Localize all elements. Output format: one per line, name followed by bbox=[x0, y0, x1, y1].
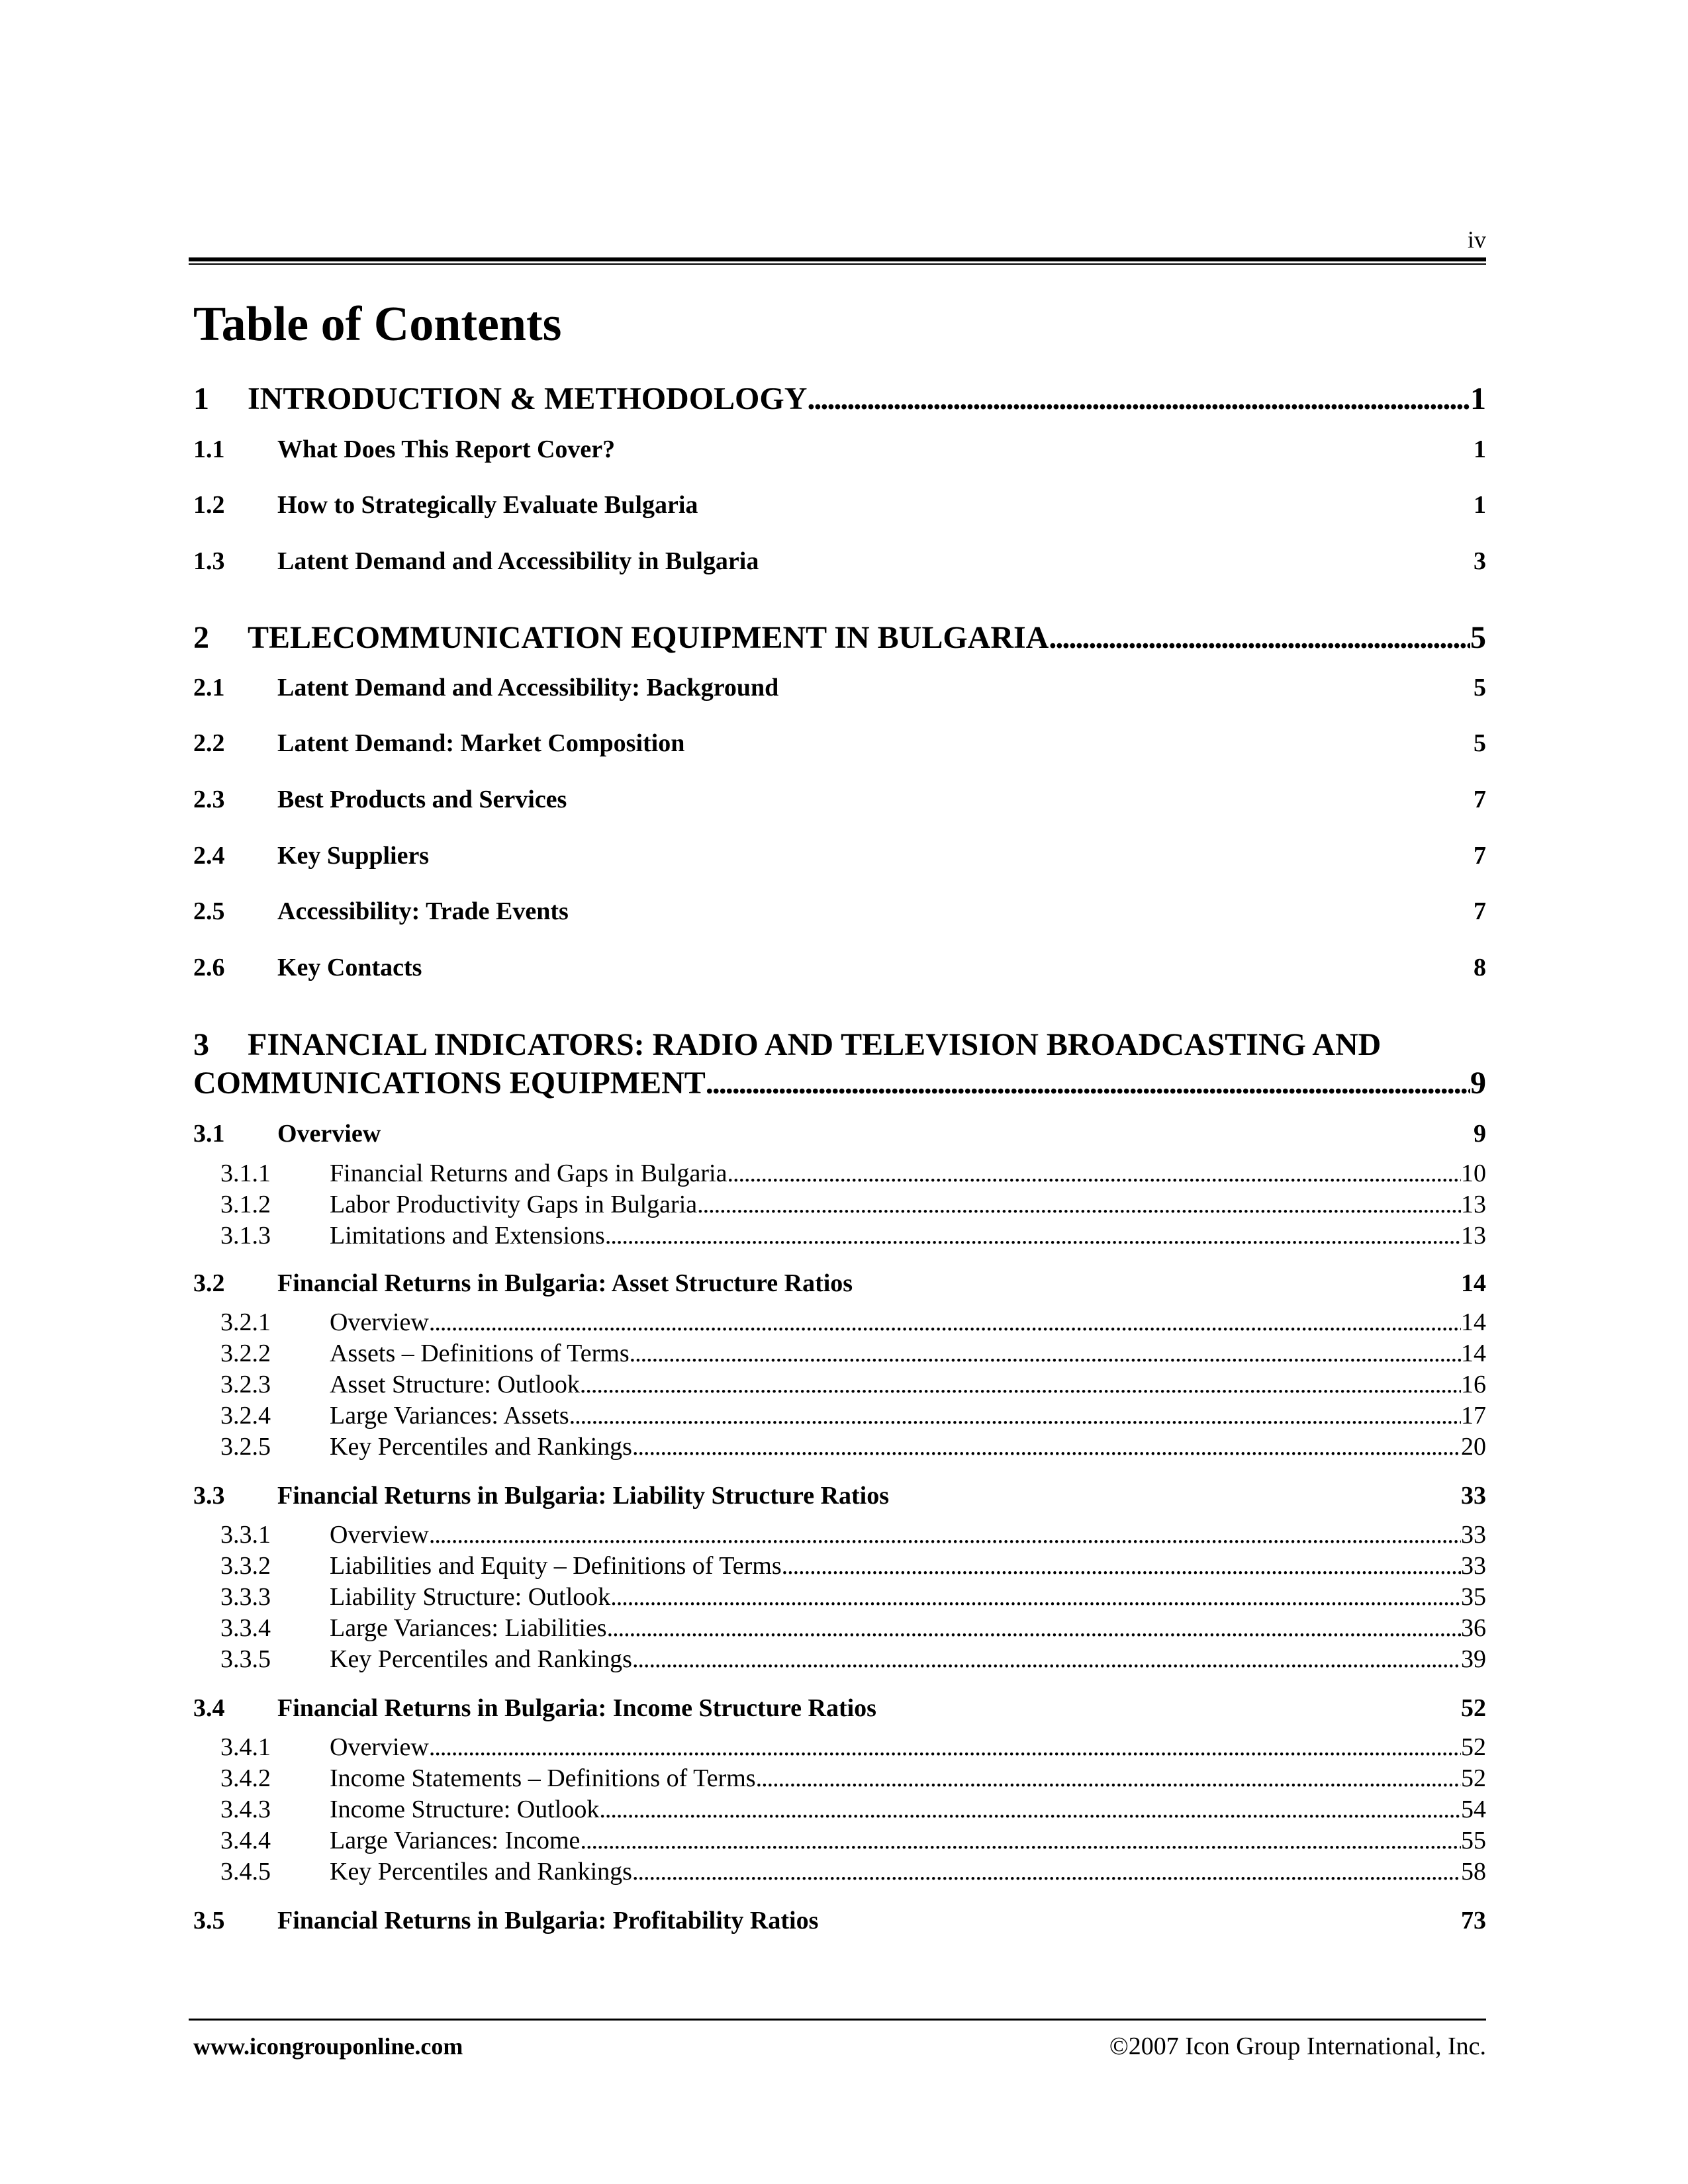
toc-subsection-3-1-1[interactable] bbox=[220, 1158, 1486, 1189]
subsection-number: 3.1.3 bbox=[220, 1222, 271, 1250]
page-ref: 7 bbox=[1474, 786, 1486, 813]
subsection-title: Key Percentiles and Rankings bbox=[330, 1433, 632, 1461]
dot-leader bbox=[599, 1794, 1461, 1825]
toc-section-3-1[interactable] bbox=[193, 1118, 1486, 1149]
subsection-number: 3.3.1 bbox=[220, 1521, 271, 1549]
dot-leader bbox=[756, 1763, 1461, 1794]
dot-leader bbox=[706, 1064, 1470, 1103]
subsection-number: 3.2.3 bbox=[220, 1371, 271, 1398]
subsection-title: Key Percentiles and Rankings bbox=[330, 1858, 632, 1886]
header-rule bbox=[189, 257, 1486, 261]
page-ref: 1 bbox=[1470, 381, 1486, 416]
subsection-title: Large Variances: Income bbox=[330, 1827, 581, 1854]
subsection-title: Assets – Definitions of Terms bbox=[330, 1340, 630, 1367]
section-title: Accessibility: Trade Events bbox=[277, 897, 569, 925]
dot-leader bbox=[580, 1825, 1461, 1856]
section-title: Key Contacts bbox=[277, 954, 422, 981]
dot-leader bbox=[630, 1338, 1461, 1369]
section-title: How to Strategically Evaluate Bulgaria bbox=[277, 491, 698, 519]
toc-section-2-6[interactable] bbox=[193, 952, 1486, 983]
toc-subsection-3-3-4[interactable] bbox=[220, 1613, 1486, 1643]
dot-leader bbox=[605, 1220, 1461, 1251]
page-ref: 33 bbox=[1461, 1521, 1486, 1549]
subsection-title: Large Variances: Liabilities bbox=[330, 1614, 607, 1642]
dot-leader bbox=[807, 380, 1470, 418]
dot-leader bbox=[580, 1369, 1461, 1400]
toc-subsection-3-1-3[interactable] bbox=[220, 1220, 1486, 1251]
section-number: 1.2 bbox=[193, 491, 225, 519]
dot-leader bbox=[607, 1613, 1461, 1643]
toc-chapter-2[interactable] bbox=[193, 619, 1486, 657]
page-ref: 13 bbox=[1461, 1222, 1486, 1250]
subsection-title: Financial Returns and Gaps in Bulgaria bbox=[330, 1160, 727, 1187]
page-ref: 8 bbox=[1474, 954, 1486, 981]
section-title: Financial Returns in Bulgaria: Profitability Ratios bbox=[277, 1907, 819, 1934]
section-title: What Does This Report Cover? bbox=[277, 435, 616, 463]
toc-subsection-3-4-5[interactable] bbox=[220, 1856, 1486, 1887]
chapter-title: TELECOMMUNICATION EQUIPMENT IN BULGARIA bbox=[248, 620, 1049, 655]
subsection-title: Labor Productivity Gaps in Bulgaria bbox=[330, 1191, 698, 1218]
subsection-title: Large Variances: Assets bbox=[330, 1402, 569, 1430]
section-number: 3.4 bbox=[193, 1694, 225, 1722]
page-ref: 33 bbox=[1461, 1482, 1486, 1510]
toc-section-3-5[interactable] bbox=[193, 1905, 1486, 1936]
section-number: 3.3 bbox=[193, 1482, 225, 1510]
page-ref: 35 bbox=[1461, 1583, 1486, 1611]
toc-chapter-1[interactable] bbox=[193, 380, 1486, 418]
subsection-number: 3.3.3 bbox=[220, 1583, 271, 1611]
page-ref: 39 bbox=[1461, 1645, 1486, 1673]
section-title: Overview bbox=[277, 1120, 381, 1148]
section-title: Key Suppliers bbox=[277, 842, 430, 870]
subsection-title: Key Percentiles and Rankings bbox=[330, 1645, 632, 1673]
dot-leader bbox=[429, 1732, 1461, 1762]
section-number: 2.1 bbox=[193, 674, 225, 702]
page-ref: 3 bbox=[1474, 547, 1486, 575]
page-ref: 14 bbox=[1461, 1308, 1486, 1336]
page-ref: 10 bbox=[1461, 1160, 1486, 1187]
toc-subsection-3-4-4[interactable] bbox=[220, 1825, 1486, 1856]
dot-leader bbox=[632, 1644, 1461, 1674]
subsection-number: 3.4.4 bbox=[220, 1827, 271, 1854]
toc-subsection-3-1-2[interactable] bbox=[220, 1189, 1486, 1220]
section-number: 2.4 bbox=[193, 842, 225, 870]
section-number: 1.1 bbox=[193, 435, 225, 463]
page-ref: 14 bbox=[1461, 1269, 1486, 1297]
page-ref: 55 bbox=[1461, 1827, 1486, 1854]
page-ref: 54 bbox=[1461, 1796, 1486, 1823]
subsection-title: Overview bbox=[330, 1521, 429, 1549]
page-ref: 16 bbox=[1461, 1371, 1486, 1398]
subsection-number: 3.2.5 bbox=[220, 1433, 271, 1461]
toc-section-2-4[interactable] bbox=[193, 841, 1486, 871]
section-number: 2.5 bbox=[193, 897, 225, 925]
page-ref: 20 bbox=[1461, 1433, 1486, 1461]
toc-section-3-4[interactable] bbox=[193, 1693, 1486, 1723]
section-title: Latent Demand and Accessibility: Background bbox=[277, 674, 779, 702]
footer-copyright: ©2007 Icon Group International, Inc. bbox=[1109, 2032, 1486, 2060]
page-ref: 7 bbox=[1474, 897, 1486, 925]
page-ref: 7 bbox=[1474, 842, 1486, 870]
dot-leader bbox=[632, 1856, 1461, 1887]
subsection-title: Income Structure: Outlook bbox=[330, 1796, 600, 1823]
section-title: Financial Returns in Bulgaria: Asset Structure Ratios bbox=[277, 1269, 853, 1297]
toc-section-2-1[interactable] bbox=[193, 672, 1486, 703]
toc-section-1-3[interactable] bbox=[193, 546, 1486, 576]
subsection-number: 3.2.4 bbox=[220, 1402, 271, 1430]
subsection-number: 3.4.1 bbox=[220, 1733, 271, 1761]
page-title: Table of Contents bbox=[193, 297, 562, 351]
toc-subsection-3-2-5[interactable] bbox=[220, 1432, 1486, 1462]
page-ref: 5 bbox=[1470, 620, 1486, 655]
section-number: 3.1 bbox=[193, 1120, 225, 1148]
section-number: 1.3 bbox=[193, 547, 225, 575]
subsection-title: Liability Structure: Outlook bbox=[330, 1583, 611, 1611]
dot-leader bbox=[429, 1307, 1461, 1338]
dot-leader bbox=[610, 1582, 1461, 1612]
chapter-number: 1 bbox=[193, 381, 209, 416]
section-number: 2.3 bbox=[193, 786, 225, 813]
page-ref: 33 bbox=[1461, 1552, 1486, 1580]
section-title: Latent Demand: Market Composition bbox=[277, 729, 685, 757]
page-number: iv bbox=[1467, 226, 1486, 253]
subsection-number: 3.3.5 bbox=[220, 1645, 271, 1673]
dot-leader bbox=[569, 1400, 1461, 1431]
subsection-title: Overview bbox=[330, 1733, 429, 1761]
page-ref: 9 bbox=[1470, 1066, 1486, 1101]
page-ref: 52 bbox=[1461, 1764, 1486, 1792]
subsection-title: Limitations and Extensions bbox=[330, 1222, 605, 1250]
dot-leader bbox=[632, 1432, 1461, 1462]
section-title: Financial Returns in Bulgaria: Liability Structure Ratios bbox=[277, 1482, 890, 1510]
page-ref: 1 bbox=[1474, 491, 1486, 519]
page-ref: 5 bbox=[1474, 729, 1486, 757]
subsection-number: 3.4.2 bbox=[220, 1764, 271, 1792]
toc-subsection-3-4-3[interactable] bbox=[220, 1794, 1486, 1825]
toc-subsection-3-2-4[interactable] bbox=[220, 1400, 1486, 1431]
toc-subsection-3-2-3[interactable] bbox=[220, 1369, 1486, 1400]
section-number: 2.6 bbox=[193, 954, 225, 981]
toc-subsection-3-3-1[interactable] bbox=[220, 1520, 1486, 1550]
page-ref: 58 bbox=[1461, 1858, 1486, 1886]
section-number: 3.5 bbox=[193, 1907, 225, 1934]
subsection-number: 3.4.5 bbox=[220, 1858, 271, 1886]
footer-website-link[interactable]: www.icongrouponline.com bbox=[193, 2033, 463, 2060]
subsection-number: 3.1.1 bbox=[220, 1160, 271, 1187]
footer-rule bbox=[189, 2019, 1486, 2021]
subsection-title: Asset Structure: Outlook bbox=[330, 1371, 580, 1398]
chapter-title-line2: COMMUNICATIONS EQUIPMENT bbox=[193, 1066, 706, 1101]
toc-section-3-2[interactable] bbox=[193, 1268, 1486, 1298]
toc-subsection-3-3-2[interactable] bbox=[220, 1551, 1486, 1581]
subsection-title: Income Statements – Definitions of Terms bbox=[330, 1764, 756, 1792]
subsection-number: 3.2.2 bbox=[220, 1340, 271, 1367]
dot-leader bbox=[697, 1189, 1461, 1220]
page-ref: 52 bbox=[1461, 1733, 1486, 1761]
chapter-number: 2 bbox=[193, 620, 209, 655]
toc-subsection-3-3-3[interactable] bbox=[220, 1582, 1486, 1612]
toc-subsection-3-4-2[interactable] bbox=[220, 1763, 1486, 1794]
page-ref: 73 bbox=[1461, 1907, 1486, 1934]
toc-section-3-3[interactable] bbox=[193, 1480, 1486, 1511]
page-ref: 52 bbox=[1461, 1694, 1486, 1722]
toc-subsection-3-3-5[interactable] bbox=[220, 1644, 1486, 1674]
section-number: 3.2 bbox=[193, 1269, 225, 1297]
section-title: Financial Returns in Bulgaria: Income Structure Ratios bbox=[277, 1694, 876, 1722]
chapter-number: 3 bbox=[193, 1027, 209, 1062]
page-ref: 9 bbox=[1474, 1120, 1486, 1148]
dot-leader bbox=[782, 1551, 1461, 1581]
page-ref: 17 bbox=[1461, 1402, 1486, 1430]
chapter-title: INTRODUCTION & METHODOLOGY bbox=[248, 381, 808, 416]
page-ref: 13 bbox=[1461, 1191, 1486, 1218]
toc-chapter-3[interactable] bbox=[193, 1026, 1486, 1103]
subsection-number: 3.3.4 bbox=[220, 1614, 271, 1642]
chapter-title-line1: FINANCIAL INDICATORS: RADIO AND TELEVISION BROADCASTING AND bbox=[248, 1027, 1382, 1062]
subsection-title: Liabilities and Equity – Definitions of Terms bbox=[330, 1552, 782, 1580]
toc-subsection-3-4-1[interactable] bbox=[220, 1732, 1486, 1762]
page-ref: 14 bbox=[1461, 1340, 1486, 1367]
subsection-number: 3.4.3 bbox=[220, 1796, 271, 1823]
subsection-number: 3.2.1 bbox=[220, 1308, 271, 1336]
toc-section-2-3[interactable] bbox=[193, 784, 1486, 815]
toc-subsection-3-2-1[interactable] bbox=[220, 1307, 1486, 1338]
toc-section-1-1[interactable] bbox=[193, 434, 1486, 465]
header-rule-thin bbox=[189, 263, 1486, 265]
section-number: 2.2 bbox=[193, 729, 225, 757]
dot-leader bbox=[727, 1158, 1462, 1189]
dot-leader bbox=[1049, 619, 1470, 657]
toc-section-1-2[interactable] bbox=[193, 490, 1486, 520]
subsection-title: Overview bbox=[330, 1308, 429, 1336]
toc-section-2-2[interactable] bbox=[193, 728, 1486, 758]
section-title: Best Products and Services bbox=[277, 786, 567, 813]
toc-section-2-5[interactable] bbox=[193, 896, 1486, 927]
subsection-number: 3.1.2 bbox=[220, 1191, 271, 1218]
page-ref: 5 bbox=[1474, 674, 1486, 702]
page-ref: 36 bbox=[1461, 1614, 1486, 1642]
dot-leader bbox=[429, 1520, 1461, 1550]
page-ref: 1 bbox=[1474, 435, 1486, 463]
subsection-number: 3.3.2 bbox=[220, 1552, 271, 1580]
section-title: Latent Demand and Accessibility in Bulgaria bbox=[277, 547, 759, 575]
toc-subsection-3-2-2[interactable] bbox=[220, 1338, 1486, 1369]
